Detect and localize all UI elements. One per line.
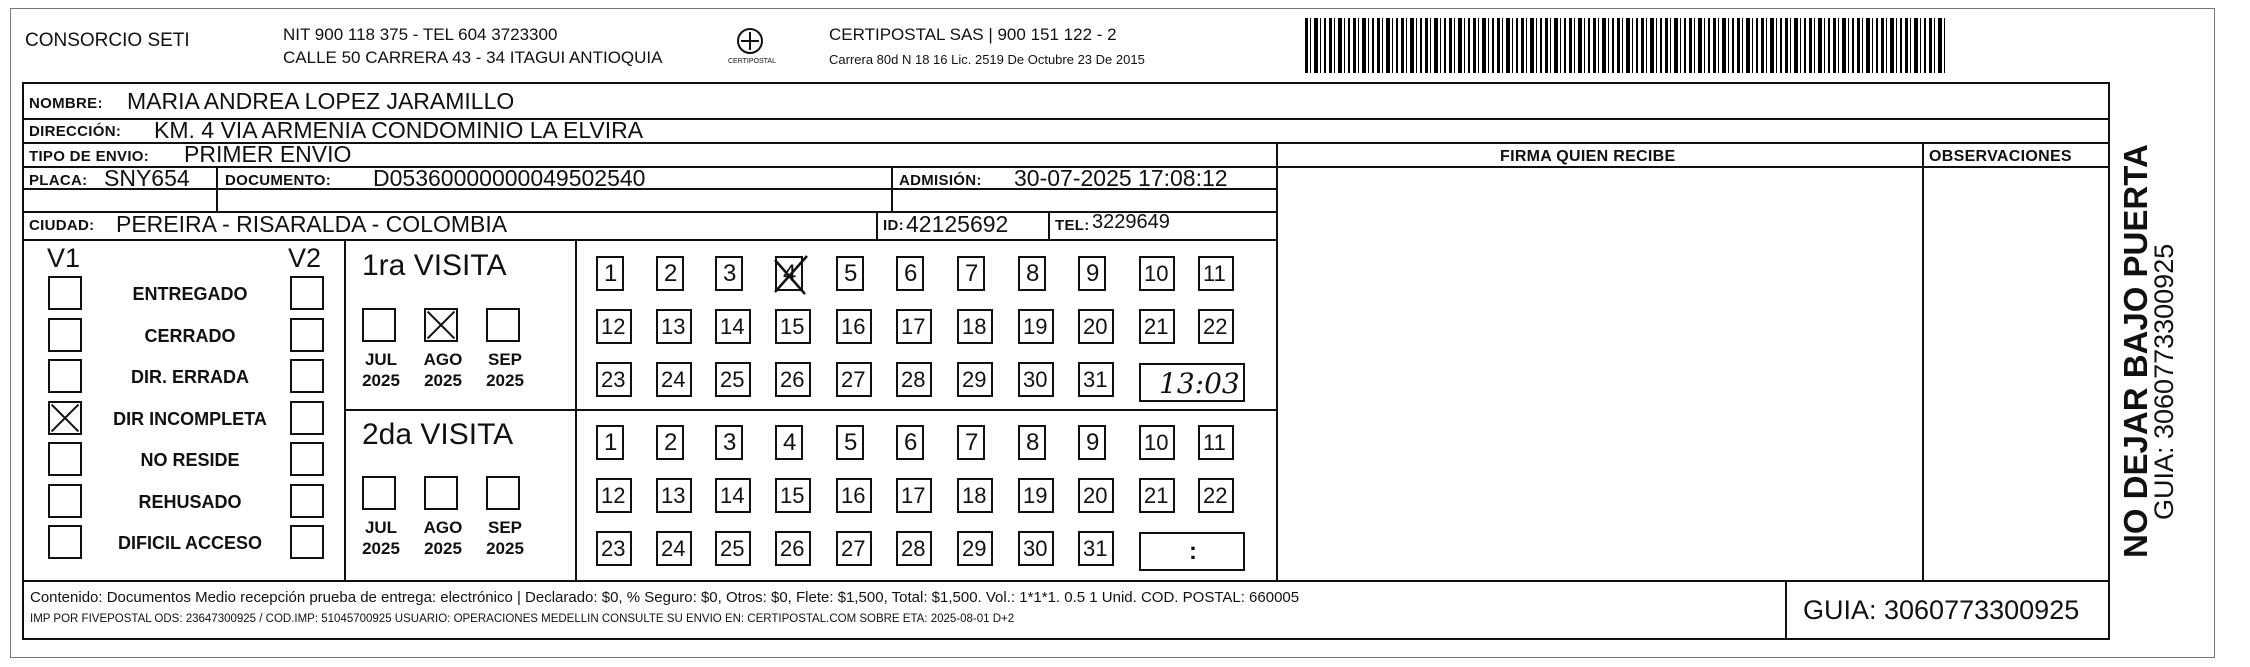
id-value: 42125692 [906, 211, 1009, 237]
id-label: ID: [883, 217, 904, 234]
day-number: 20 [1083, 314, 1108, 339]
day-number: 30 [1023, 536, 1048, 561]
day-box-13[interactable] [656, 478, 692, 513]
v1-checkbox[interactable] [48, 401, 82, 435]
day-box-12[interactable] [596, 309, 632, 344]
status-option-label: CERRADO [144, 325, 236, 346]
barcode [1305, 18, 1945, 73]
v1-checkbox[interactable] [48, 484, 82, 518]
day-box-16[interactable] [836, 478, 872, 513]
v1-checkbox[interactable] [48, 318, 82, 352]
day-box-30[interactable] [1018, 362, 1054, 397]
day-box-15[interactable] [775, 309, 811, 344]
v1-checkbox[interactable] [48, 442, 82, 476]
day-number: 13 [661, 314, 686, 339]
day-box-24[interactable] [656, 531, 692, 566]
day-box-23[interactable] [596, 362, 632, 397]
side-guia: GUIA: 3060773300925 [2149, 243, 2179, 520]
day-box-16[interactable] [836, 309, 872, 344]
day-box-17[interactable] [896, 478, 932, 513]
day-box-22[interactable] [1198, 478, 1234, 513]
admision-value: 30-07-2025 17:08:12 [1014, 165, 1228, 191]
certipostal-line: CERTIPOSTAL SAS | 900 151 122 - 2 [829, 25, 1117, 44]
day-box-12[interactable] [596, 478, 632, 513]
day-number: 1 [604, 429, 618, 456]
day-box-20[interactable] [1078, 309, 1114, 344]
day-number: 10 [1144, 430, 1169, 455]
month-checkbox[interactable] [486, 476, 520, 510]
day-box-1[interactable] [596, 425, 624, 460]
day-number: 16 [841, 314, 866, 339]
month-label [419, 349, 467, 391]
day-number: 3 [723, 429, 737, 456]
status-option-label: ENTREGADO [132, 284, 248, 304]
day-box-4[interactable] [775, 425, 803, 460]
v2-checkbox[interactable] [290, 442, 324, 476]
documento-label: DOCUMENTO: [225, 172, 332, 189]
day-box-22[interactable] [1198, 309, 1234, 344]
day-box-3[interactable] [715, 256, 743, 291]
day-number: 19 [1023, 483, 1048, 508]
day-box-4[interactable] [775, 256, 803, 291]
day-box-7[interactable] [957, 256, 985, 291]
month-checkbox[interactable] [486, 308, 520, 342]
day-box-25[interactable] [715, 362, 751, 397]
v1-checkbox[interactable] [48, 359, 82, 393]
status-option-label: DIR INCOMPLETA [113, 408, 267, 429]
v2-checkbox[interactable] [290, 359, 324, 393]
day-number: 23 [601, 536, 626, 561]
tipo-envio-label: TIPO DE ENVIO: [29, 148, 150, 165]
day-number: 28 [901, 367, 926, 392]
day-check-mark [767, 250, 817, 300]
day-number: 8 [1026, 429, 1040, 456]
day-number: 1 [604, 260, 618, 287]
day-box-9[interactable] [1078, 425, 1106, 460]
month-name: AGO [423, 350, 463, 369]
day-number: 29 [962, 367, 987, 392]
day-box-10[interactable] [1139, 256, 1175, 291]
day-box-11[interactable] [1198, 425, 1234, 460]
day-number: 4 [783, 429, 797, 456]
direccion-value: KM. 4 VIA ARMENIA CONDOMINIO LA ELVIRA [154, 117, 644, 143]
day-box-14[interactable] [715, 478, 751, 513]
month-label [357, 349, 405, 391]
certipostal-logo [728, 24, 776, 74]
day-number: 7 [965, 429, 979, 456]
day-box-15[interactable] [775, 478, 811, 513]
day-number: 12 [601, 483, 626, 508]
day-box-13[interactable] [656, 309, 692, 344]
month-year: 2025 [486, 539, 524, 558]
day-number: 29 [962, 536, 987, 561]
day-number: 27 [841, 536, 866, 561]
nit-line: NIT 900 118 375 - TEL 604 3723300 [283, 25, 558, 44]
month-name: JUL [364, 518, 398, 537]
day-box-21[interactable] [1139, 478, 1175, 513]
day-box-27[interactable] [836, 531, 872, 566]
day-number: 9 [1086, 429, 1100, 456]
month-checkbox[interactable] [424, 476, 458, 510]
day-number: 20 [1083, 483, 1108, 508]
day-box-18[interactable] [957, 309, 993, 344]
day-number: 31 [1083, 367, 1108, 392]
day-number: 22 [1203, 483, 1228, 508]
day-box-7[interactable] [957, 425, 985, 460]
day-box-18[interactable] [957, 478, 993, 513]
day-box-26[interactable] [775, 531, 811, 566]
day-number: 10 [1144, 261, 1169, 286]
day-box-23[interactable] [596, 531, 632, 566]
admision-label: ADMISIÓN: [899, 172, 982, 189]
day-number: 27 [841, 367, 866, 392]
day-number: 2 [664, 429, 678, 456]
tel-value: 3229649 [1092, 211, 1170, 233]
day-box-26[interactable] [775, 362, 811, 397]
footer-guia: GUIA: 3060773300925 [1803, 595, 2080, 625]
day-number: 11 [1203, 261, 1226, 286]
month-year: 2025 [362, 371, 400, 390]
observaciones-header: OBSERVACIONES [1929, 148, 2072, 165]
nombre-label: NOMBRE: [29, 95, 103, 112]
day-box-14[interactable] [715, 309, 751, 344]
visit1-time-box[interactable] [1139, 363, 1245, 402]
day-number: 5 [844, 260, 858, 287]
visit1-title: 1ra VISITA [362, 249, 507, 282]
day-number: 6 [904, 429, 918, 456]
placa-value: SNY654 [104, 165, 190, 191]
month-label [419, 517, 467, 559]
month-year: 2025 [424, 371, 462, 390]
day-box-19[interactable] [1018, 309, 1054, 344]
v1-checkbox[interactable] [48, 276, 82, 310]
day-number: 18 [962, 483, 987, 508]
firma-area[interactable] [1278, 168, 1920, 578]
day-box-10[interactable] [1139, 425, 1175, 460]
address-line: CALLE 50 CARRERA 43 - 34 ITAGUI ANTIOQUIA [283, 48, 663, 67]
logo-text: CERTIPOSTAL [728, 58, 776, 65]
day-box-27[interactable] [836, 362, 872, 397]
day-box-2[interactable] [656, 425, 684, 460]
month-checkbox[interactable] [362, 476, 396, 510]
month-label [357, 517, 405, 559]
day-box-20[interactable] [1078, 478, 1114, 513]
day-number: 24 [661, 536, 686, 561]
month-label [481, 517, 529, 559]
v2-checkbox[interactable] [290, 401, 324, 435]
day-number: 30 [1023, 367, 1048, 392]
day-number: 18 [962, 314, 987, 339]
day-number: 5 [844, 429, 858, 456]
day-number: 7 [965, 260, 979, 287]
status-option-label: DIFICIL ACCESO [117, 533, 262, 553]
v2-label: V2 [288, 243, 322, 273]
day-number: 21 [1144, 483, 1169, 508]
day-number: 25 [720, 536, 745, 561]
month-checkbox[interactable] [362, 308, 396, 342]
day-number: 25 [720, 367, 745, 392]
day-number: 2 [664, 260, 678, 287]
day-box-21[interactable] [1139, 309, 1175, 344]
month-checkbox[interactable] [424, 308, 458, 342]
company-name: CONSORCIO SETI [25, 30, 190, 51]
visit2-time: : [1189, 538, 1197, 565]
day-box-28[interactable] [896, 362, 932, 397]
day-number: 26 [780, 367, 805, 392]
observaciones-area[interactable] [1924, 168, 2108, 578]
visit2-time-box[interactable] [1139, 532, 1245, 571]
month-label [481, 349, 529, 391]
day-number: 15 [780, 314, 805, 339]
day-number: 11 [1203, 430, 1226, 455]
day-number: 14 [720, 314, 745, 339]
license-line: Carrera 80d N 18 16 Lic. 2519 De Octubre 23 De 2015 [829, 52, 1145, 67]
day-box-8[interactable] [1018, 256, 1046, 291]
v2-checkbox[interactable] [290, 525, 324, 559]
day-box-30[interactable] [1018, 531, 1054, 566]
day-box-28[interactable] [896, 531, 932, 566]
direccion-label: DIRECCIÓN: [29, 123, 122, 140]
month-year: 2025 [424, 539, 462, 558]
day-box-11[interactable] [1198, 256, 1234, 291]
v1-label: V1 [47, 243, 81, 273]
tel-label: TEL: [1055, 217, 1090, 234]
day-box-24[interactable] [656, 362, 692, 397]
day-box-25[interactable] [715, 531, 751, 566]
v1-checkbox[interactable] [48, 525, 82, 559]
day-box-9[interactable] [1078, 256, 1106, 291]
day-box-5[interactable] [836, 425, 864, 460]
day-number: 14 [720, 483, 745, 508]
day-number: 26 [780, 536, 805, 561]
day-box-29[interactable] [957, 531, 993, 566]
visit2-title: 2da VISITA [362, 418, 514, 451]
day-number: 19 [1023, 314, 1048, 339]
day-number: 23 [601, 367, 626, 392]
month-name: JUL [364, 350, 398, 369]
day-number: 8 [1026, 260, 1040, 287]
day-box-1[interactable] [596, 256, 624, 291]
month-name: AGO [423, 518, 463, 537]
v2-checkbox[interactable] [290, 484, 324, 518]
status-option-label: DIR. ERRADA [130, 367, 249, 387]
month-name: SEP [487, 518, 523, 537]
day-box-2[interactable] [656, 256, 684, 291]
day-number: 12 [601, 314, 626, 339]
day-number: 9 [1086, 260, 1100, 287]
ciudad-label: CIUDAD: [29, 217, 95, 234]
nombre-value: MARIA ANDREA LOPEZ JARAMILLO [127, 88, 515, 114]
placa-label: PLACA: [29, 172, 88, 189]
footer-imp: IMP POR FIVEPOSTAL ODS: 23647300925 / COD.IMP: 51045700925 USUARIO: OPERACIONES MEDELLIN CONSULTE SU ENVIO EN: CERTIPOSTAL.COM SOBRE ETA: 2025-08-01 D+2 [30, 613, 1015, 625]
day-box-3[interactable] [715, 425, 743, 460]
day-number: 13 [661, 483, 686, 508]
v2-checkbox[interactable] [290, 318, 324, 352]
day-box-31[interactable] [1078, 362, 1114, 397]
day-box-31[interactable] [1078, 531, 1114, 566]
day-number: 17 [901, 483, 926, 508]
day-number: 17 [901, 314, 926, 339]
firma-header: FIRMA QUIEN RECIBE [1500, 148, 1676, 165]
day-box-6[interactable] [896, 256, 924, 291]
no-dejar-bajo-puerta: NO DEJAR BAJO PUERTA [2117, 144, 2154, 558]
footer-contenido: Contenido: Documentos Medio recepción prueba de entrega: electrónico | Declarado: $0, % Seguro: $0, Otros: $0, Flete: $1,500, Total: $1,500. Vol.: 1*1*1. 0.5 1 Unid. COD. POSTAL: 660005 [30, 589, 1300, 606]
day-box-17[interactable] [896, 309, 932, 344]
status-option-label: REHUSADO [138, 491, 242, 512]
month-name: SEP [487, 350, 523, 369]
v2-checkbox[interactable] [290, 276, 324, 310]
day-box-5[interactable] [836, 256, 864, 291]
day-number: 3 [723, 260, 737, 287]
day-number: 16 [841, 483, 866, 508]
day-number: 21 [1144, 314, 1169, 339]
day-number: 31 [1083, 536, 1108, 561]
day-box-8[interactable] [1018, 425, 1046, 460]
ciudad-value: PEREIRA - RISARALDA - COLOMBIA [116, 211, 508, 237]
visit1-time: 13:03 [1159, 367, 1240, 400]
month-year: 2025 [362, 539, 400, 558]
day-box-6[interactable] [896, 425, 924, 460]
day-number: 24 [661, 367, 686, 392]
day-box-29[interactable] [957, 362, 993, 397]
day-number: 6 [904, 260, 918, 287]
tipo-envio-value: PRIMER ENVIO [184, 141, 352, 167]
day-number: 22 [1203, 314, 1228, 339]
status-option-label: NO RESIDE [140, 450, 240, 470]
day-box-19[interactable] [1018, 478, 1054, 513]
day-number: 4 [783, 260, 797, 287]
day-number: 15 [780, 483, 805, 508]
documento-value: D05360000000049502540 [373, 165, 646, 191]
month-year: 2025 [486, 371, 524, 390]
day-number: 28 [901, 536, 926, 561]
